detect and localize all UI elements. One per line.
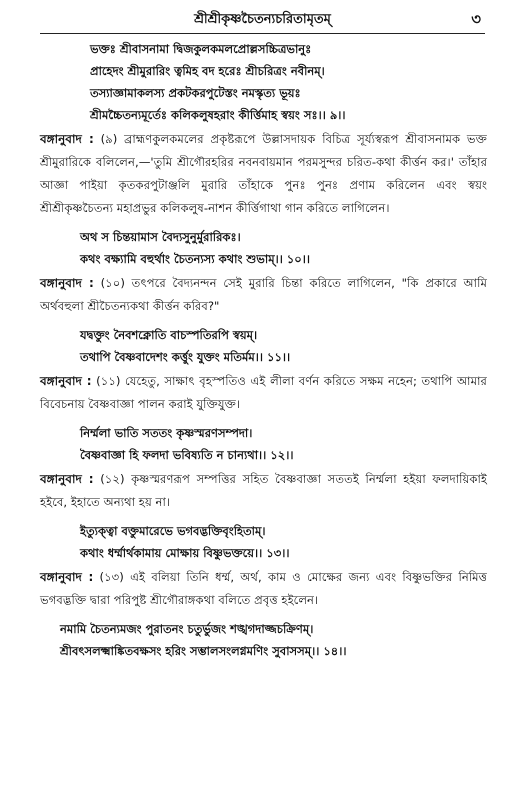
verse-line: অথ স চিন্তয়ামাস বৈদ্যসুনুর্মুরারিকঃ। — [80, 230, 241, 244]
verse-line: শ্রীবৎসলক্ষ্মাঙ্কিতবক্ষসং হরিং সম্ভালসংলগ্নমণিং সুবাসসম্।। ১৪।। — [60, 644, 347, 658]
translation-text: (১১) যেহেতু, সাক্ষাৎ বৃহস্পতিও এই লীলা বর্ণন করিতে সক্ষম নহেন; তথাপি আমার বিবেচনায় বৈষ্ণবাজ্ঞা পালন করাই যুক্তিযুক্ত। — [40, 374, 487, 411]
translation-text: (১০) তৎপরে বৈদ্যনন্দন সেই মুরারি চিন্তা করিতে লাগিলেন, "কি প্রকারে আমি অর্থবহুলা শ্রীচৈতন্যকথা কীর্ত্তন করিব?" — [40, 276, 487, 313]
verse-line: যদ্বক্তুং নৈবশক্নোতি বাচস্পতিরপি স্বয়ম্। — [80, 328, 258, 342]
verse-block-12 — [80, 422, 487, 466]
verse-block-14 — [60, 618, 487, 662]
page-number: ৩ — [471, 10, 481, 28]
verse-line: নির্ম্মলা ভাতি সততং কৃষ্ণস্মরণসম্পদা। — [80, 426, 253, 440]
verse-block-9 — [90, 38, 487, 126]
translation-text: (১৩) এই বলিয়া তিনি ধর্ম্ম, অর্থ, কাম ও মোক্ষের জন্য এবং বিষ্ণুভক্তির নিমিত্ত ভগবদ্ভক্তি দ্বারা পরিপুষ্ট শ্রীগৌরাঙ্গকথা বলিতে প্রবৃত্ত হইলেন। — [40, 570, 487, 607]
verse-block-13 — [80, 520, 487, 564]
running-title: শ্রীশ্রীকৃষ্ণচৈতন্যচরিতামৃতম্ — [194, 12, 331, 27]
translation-label: বঙ্গানুবাদ : — [40, 132, 94, 146]
translation-label: বঙ্গানুবাদ : — [40, 374, 92, 388]
verse-line: তস্যাজ্ঞামাকলস্য প্রকটকরপুটেস্তং নমস্কৃত্য ভূয়ঃ — [90, 86, 301, 100]
verse-block-10 — [80, 226, 487, 270]
verse-line: ভক্তঃ শ্রীবাসনামা দ্বিজকুলকমলপ্রোল্লসচ্চিত্রভানুঃ — [90, 42, 312, 56]
verse-line: শ্রীমচ্চৈতন্যমূর্তেঃ কলিকলুষহরাং কীর্ত্তিমাহ স্বয়ং সঃ।। ৯।। — [90, 108, 346, 122]
translation-13 — [40, 566, 487, 612]
verse-line: ইত্যুক্ত্বা বক্তুমারেভে ভগবদ্ভক্তিবৃংহিতাম্। — [80, 524, 266, 538]
page-content — [40, 38, 487, 662]
translation-label: বঙ্গানুবাদ : — [40, 276, 94, 290]
verse-line: কথং বক্ষ্যামি বহুর্থাং চৈতন্যস্য কথাং শুভাম্।। ১০।। — [80, 252, 310, 266]
translation-9 — [40, 128, 487, 220]
verse-block-11 — [80, 324, 487, 368]
verse-line: বৈষ্ণবাজ্ঞা হি ফলদা ভবিষ্যতি ন চান্যথা।। ১২।। — [80, 448, 294, 462]
translation-label: বঙ্গানুবাদ : — [40, 570, 94, 584]
translation-11 — [40, 370, 487, 416]
translation-text: (১২) কৃষ্ণস্মরণরূপ সম্পত্তির সহিত বৈষ্ণবাজ্ঞা সততই নির্ম্মলা হইয়া ফলদায়িকাই হইবে, ইহাতে অন্যথা হয় না। — [40, 472, 487, 509]
verse-line: কথাং ধর্ম্মার্থকামায় মোক্ষায় বিষ্ণুভক্তয়ে।। ১৩।। — [80, 546, 290, 560]
page-header — [40, 6, 485, 32]
translation-10 — [40, 272, 487, 318]
verse-line: তথাপি বৈষ্ণবাদেশং কর্ত্তুং যুক্তং মতির্মম।। ১১।। — [80, 350, 291, 364]
translation-label: বঙ্গানুবাদ : — [40, 472, 94, 486]
verse-line: প্রাহেদং শ্রীমুরারিং ত্বমিহ বদ হরেঃ শ্রীচরিত্রং নবীনম্। — [90, 64, 325, 78]
verse-line: নমামি চৈতন্যমজং পুরাতনং চতুর্ভুজং শঙ্খগদাজ্জচক্রিণম্। — [60, 622, 314, 636]
header-rule — [40, 33, 485, 34]
translation-text: (৯) ব্রাহ্মণকুলকমলের প্রকৃষ্টরূপে উল্লাসদায়ক বিচিত্র সূর্য্যস্বরূপ শ্রীবাসনামক ভক্ত শ্রীমুরারিকে বলিলেন,—'তুমি শ্রীগৌরহরির নবনবায়মান পরমসুন্দর চরিত-কথা কীর্ত্তন কর।' তাঁহার আজ্ঞা পাইয়া কৃতকরপুটাঞ্জলি মুরারি তাঁহাকে পুনঃ পুনঃ প্রণাম করিলেন এবং স্বয়ং শ্রীশ্রীকৃষ্ণচৈতন্য মহাপ্রভুর কলিকলুষ-নাশন কীর্ত্তিগাথা গান করিতে লাগিলেন। — [40, 132, 487, 215]
translation-12 — [40, 468, 487, 514]
